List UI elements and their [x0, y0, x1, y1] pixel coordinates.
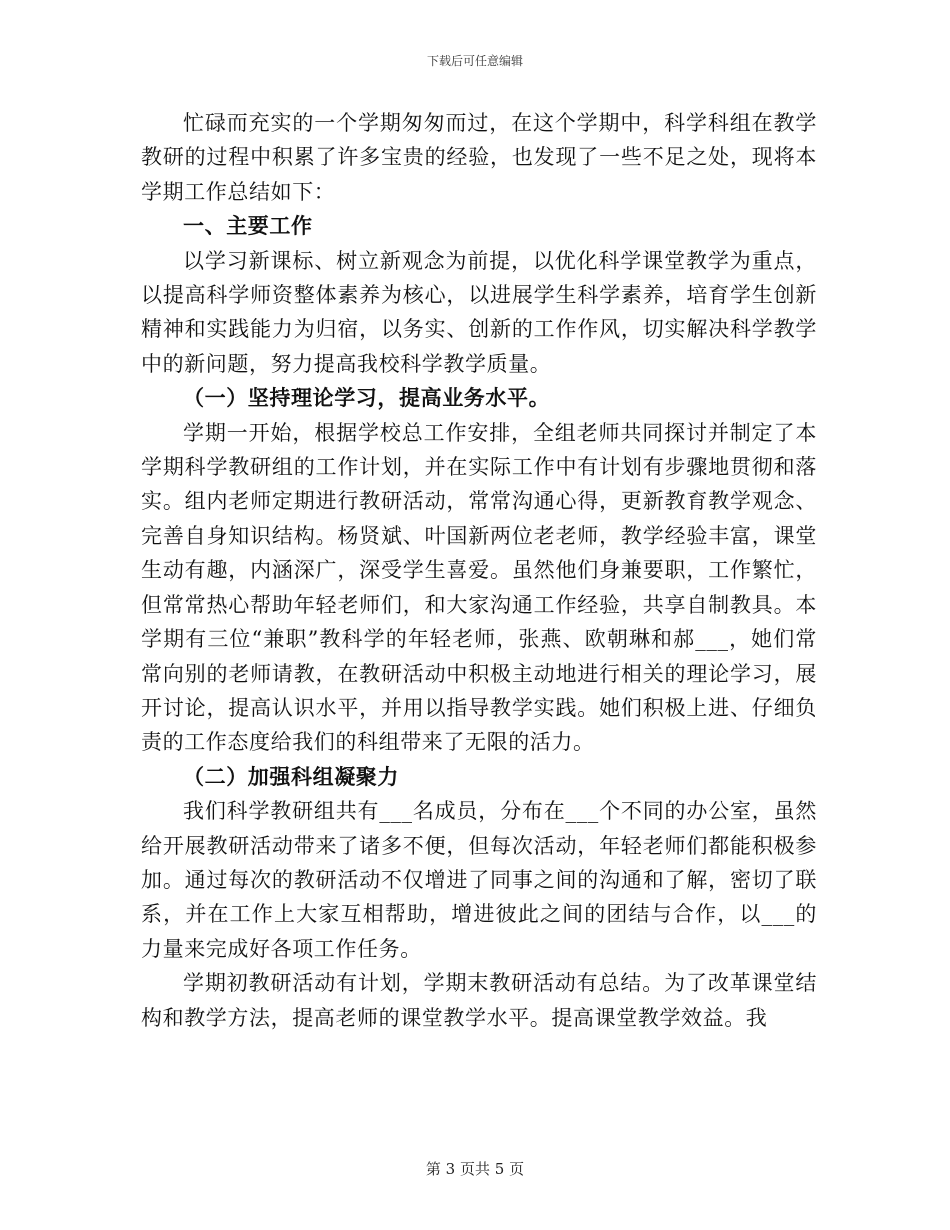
intro-paragraph: 忙碌而充实的一个学期匆匆而过，在这个学期中，科学科组在教学教研的过程中积累了许多宝贵的经验，也发现了一些不足之处，现将本学期工作总结如下：: [141, 111, 817, 204]
cohesion-paragraph: 我们科学教研组共有___名成员，分布在___个不同的办公室，虽然给开展教研活动带来了诸多不便，但每次活动，年轻老师们都能积极参加。通过每次的教研活动不仅增进了同事之间的沟通和了解，密切了联系，并在工作上大家互相帮助，增进彼此之间的团结与合作，以___的力量来完成好各项工作任务。: [141, 799, 817, 961]
document-body: [141, 106, 817, 1035]
theory-study-paragraph: 学期一开始，根据学校总工作安排，全组老师共同探讨并制定了本学期科学教研组的工作计划，并在实际工作中有计划有步骤地贯彻和落实。组内老师定期进行教研活动，常常沟通心得，更新教育教学观念、完善自身知识结构。杨贤斌、叶国新两位老老师，教学经验丰富，课堂生动有趣，内涵深广，深受学生喜爱。虽然他们身兼要职，工作繁忙，但常常热心帮助年轻老师们，和大家沟通工作经验，共享自制教具。本学期有三位“兼职”教科学的年轻老师，张燕、欧朝琳和郝___，她们常常向别的老师请教，在教研活动中积极主动地进行相关的理论学习，展开讨论，提高认识水平，并用以指导教学实践。她们积极上进、仔细负责的工作态度给我们的科组带来了无限的活力。: [141, 420, 817, 755]
subsection-heading-theory-study: （一）坚持理论学习，提高业务水平。: [183, 385, 551, 411]
page-header: 下载后可任意编辑: [426, 54, 523, 68]
section-heading-main-work: 一、主要工作: [183, 213, 313, 239]
main-work-paragraph: 以学习新课标、树立新观念为前提，以优化科学课堂教学为重点，以提高科学师资整体素养为核心，以进展学生科学素养，培育学生创新精神和实践能力为归宿，以务实、创新的工作作风，切实解决科学教学中的新问题，努力提高我校科学教学质量。: [141, 248, 817, 376]
page-footer: 第 3 页共 5 页: [425, 1160, 525, 1178]
plan-summary-paragraph: 学期初教研活动有计划，学期末教研活动有总结。为了改革课堂结构和教学方法，提高老师的课堂教学水平。提高课堂教学效益。我: [141, 971, 817, 1030]
subsection-heading-cohesion: （二）加强科组凝聚力: [183, 763, 399, 789]
